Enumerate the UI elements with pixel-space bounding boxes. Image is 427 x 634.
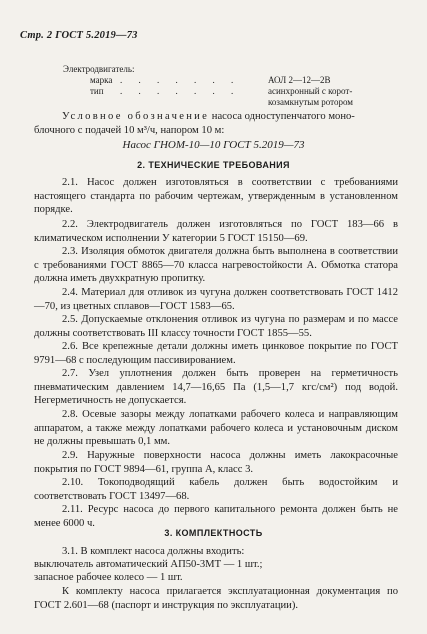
requirement-number: 2.10. [62, 477, 84, 488]
leader-dots: . . . . . . . [120, 75, 241, 85]
requirement-number: 2.1. [62, 177, 78, 188]
requirement-text: Допускаемые отклонения отливок из чугуна по размерам и по массе должны соответствовать III классу точности ГОСТ 1855—55. [34, 314, 398, 339]
designation-intro-line2: блочного с подачей 10 м³/ч, напором 10 м: [34, 124, 225, 136]
requirement-number: 2.4. [62, 287, 78, 298]
requirement-text: Электродвигатель должен изготовляться по ГОСТ 183—66 в климатическом исполнении У категории 5 ГОСТ 15150—69. [34, 219, 398, 244]
requirement-item [34, 340, 398, 367]
requirement-item [34, 245, 398, 286]
completeness-item: 3.1. В комплект насоса должны входить: [62, 546, 245, 557]
motor-label-mark: марка [90, 75, 113, 85]
motor-value-mark: АОЛ 2—12—2В [268, 75, 331, 85]
requirement-item [34, 367, 398, 408]
section-title-completeness: 3. КОМПЛЕКТНОСТЬ [164, 528, 263, 538]
motor-value-type [268, 86, 353, 107]
designation-intro-rest: насоса одноступенчатого моно- [209, 111, 355, 122]
motor-value-type-line2: козамкнутым ротором [268, 96, 353, 107]
requirement-item [34, 503, 398, 530]
requirement-number: 2.6. [62, 341, 78, 352]
requirement-number: 2.7. [62, 368, 78, 379]
motor-title: Электродвигатель: [63, 64, 135, 74]
motor-value-type-line1: асинхронный с корот- [268, 86, 353, 96]
requirement-number: 2.11. [62, 504, 83, 515]
requirement-number: 2.3. [62, 246, 78, 257]
requirement-item [34, 476, 398, 503]
requirement-text: Изоляция обмоток двигателя должна быть выполнена в соответствии с требованиями ГОСТ 8865—70 класса нагревостойкости А. Обмотка статора должна иметь двухкратную пропитку. [34, 246, 399, 285]
requirement-number: 2.2. [62, 219, 78, 230]
requirement-text: Наружные поверхности насоса должны иметь лакокрасочные покрытия по ГОСТ 9894—61, группа А, класс 3. [34, 450, 398, 475]
requirement-text: Осевые зазоры между лопатками рабочего колеса и направляющим аппаратом, а также между лопатками рабочего колеса и установочным диском не должны превышать 0,1 мм. [34, 409, 398, 448]
requirement-number: 2.9. [62, 450, 78, 461]
motor-label-type: тип [90, 86, 104, 96]
requirement-text: Насос должен изготовляться в соответствии с требованиями настоящего стандарта по рабочим чертежам, утвержденным в установленном порядке. [34, 177, 398, 216]
designation-example: Насос ГНОМ-10—10 ГОСТ 5.2019—73 [122, 139, 305, 151]
requirement-text: Ресурс насоса до первого капитального ремонта должен быть не менее 6000 ч. [34, 504, 398, 529]
requirement-item [34, 176, 398, 217]
requirement-item [34, 449, 398, 476]
leader-dots: . . . . . . . [120, 86, 241, 96]
requirement-item [34, 313, 398, 340]
completeness-item: запасное рабочее колесо — 1 шт. [34, 572, 183, 583]
designation-intro-lead: Условное обозначение [62, 111, 210, 122]
designation-intro [34, 110, 400, 137]
requirement-text: Все крепежные детали должны иметь цинковое покрытие по ГОСТ 9791—68 с последующим пассивированием. [34, 341, 398, 366]
requirement-number: 2.5. [62, 314, 78, 325]
requirement-item [34, 286, 398, 313]
completeness-item: К комплекту насоса прилагается эксплуатационная документация по ГОСТ 2.601—68 (паспорт и инструкция по эксплуатации). [34, 586, 398, 611]
requirement-text: Материал для отливок из чугуна должен соответствовать ГОСТ 1412—70, из цветных сплавов—ГОСТ 1583—65. [34, 287, 398, 312]
section-title-requirements: 2. ТЕХНИЧЕСКИЕ ТРЕБОВАНИЯ [137, 160, 290, 170]
completeness-item: выключатель автоматический АП50-3МТ — 1 шт.; [34, 559, 263, 570]
requirement-number: 2.8. [62, 409, 78, 420]
page-header: Стр. 2 ГОСТ 5.2019—73 [20, 30, 138, 41]
requirement-text: Узел уплотнения должен быть проверен на герметичность пневматическим давлением 14,7—16,65 Па (1,5—1,7 кгс/см²) под водой. Негерметичность не допускается. [34, 368, 398, 407]
requirement-item [34, 408, 398, 449]
requirement-item [34, 218, 398, 245]
requirement-text: Токоподводящий кабель должен быть водостойким и соответствовать ГОСТ 13497—68. [34, 477, 398, 502]
